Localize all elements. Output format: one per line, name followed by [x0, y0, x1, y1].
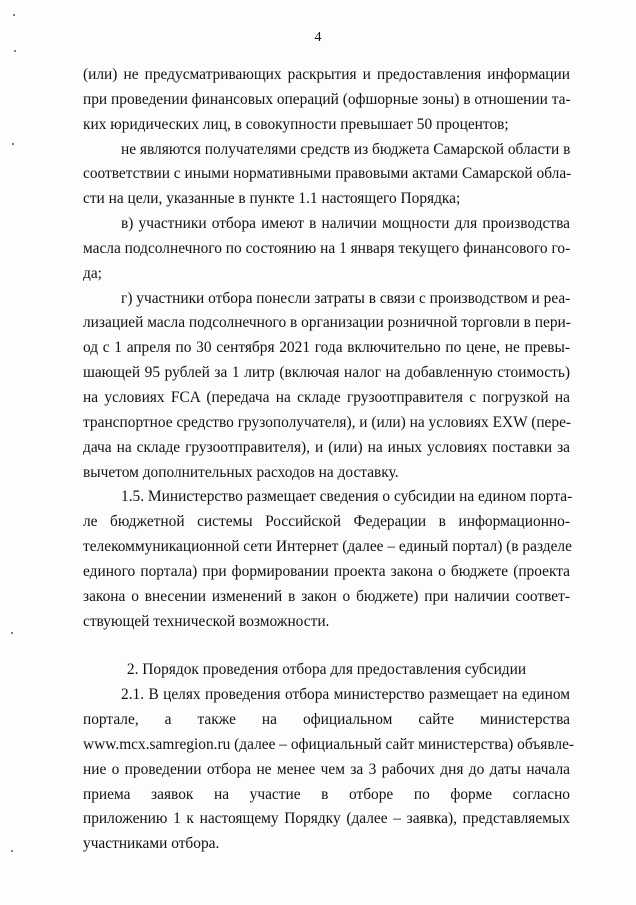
section-heading: 2. Порядок проведения отбора для предоставления субсидии	[126, 661, 527, 679]
text-line: да;	[83, 264, 102, 282]
page-number: 4	[314, 30, 322, 45]
text-line: дача на складе грузоотправителя), и (или) на иных условиях поставки за	[83, 438, 570, 456]
text-line: портале, а также на официальном сайте министерства	[83, 711, 570, 729]
scan-speck	[13, 14, 15, 16]
text-line: закона о внесении изменений в закон о бюджете) при наличии соответ-	[83, 587, 570, 605]
text-line: транспортное средство грузополучателя), и (или) на условиях EXW (пере-	[83, 413, 572, 431]
text-line: вычетом дополнительных расходов на доставку.	[83, 463, 399, 481]
text-line: сти на цели, указанные в пункте 1.1 настоящего Порядка;	[83, 190, 461, 208]
text-line: телекоммуникационной сети Интернет (далее – единый портал) (в разделе	[83, 538, 572, 556]
scan-speck	[14, 50, 16, 52]
text-line: г) участники отбора понесли затраты в связи с производством и реа-	[121, 289, 571, 307]
text-line: 2.1. В целях проведения отбора министерство размещает на едином	[121, 686, 570, 704]
text-line: при проведении финансовых операций (офшорные зоны) в отношении та-	[83, 90, 571, 108]
text-line: ствующей технической возможности.	[83, 612, 330, 630]
text-line: не являются получателями средств из бюджета Самарской области в	[121, 140, 571, 158]
text-line: 1.5. Министерство размещает сведения о субсидии на едином порта-	[121, 488, 573, 506]
scan-speck	[12, 143, 14, 145]
text-line: ние о проведении отбора не менее чем за 3 рабочих дня до даты начала	[83, 760, 570, 778]
text-line: соответствии с иными нормативными правовыми актами Самарской обла-	[83, 165, 572, 183]
text-line: ле бюджетной системы Российской Федерации в информационно-	[83, 513, 570, 531]
text-line: на условиях FCA (передача на складе грузоотправителя с погрузкой на	[83, 388, 570, 406]
text-line: масла подсолнечного по состоянию на 1 января текущего финансового го-	[83, 239, 571, 257]
text-line: единого портала) при формировании проекта закона о бюджете (проекта	[83, 562, 570, 580]
text-line: приема заявок на участие в отборе по форме согласно	[83, 785, 570, 803]
text-line: в) участники отбора имеют в наличии мощности для производства	[121, 215, 570, 233]
section-gap	[83, 634, 570, 658]
text-line: ких юридических лиц, в совокупности превышает 50 процентов;	[83, 115, 509, 133]
text-line: (или) не предусматривающих раскрытия и предоставления информации	[83, 66, 570, 83]
text-line: од с 1 апреля по 30 сентября 2021 года включительно по цене, не превы-	[83, 339, 570, 357]
scan-speck	[11, 850, 13, 852]
text-line: приложению 1 к настоящему Порядку (далее – заявка), представляемых	[83, 810, 570, 828]
text-line: шающей 95 рублей за 1 литр (включая налог на добавленную стоимость)	[83, 364, 570, 382]
document-body	[83, 63, 575, 857]
scan-speck	[11, 632, 13, 634]
text-line: www.mcx.samregion.ru (далее – официальный сайт министерства) объявле-	[83, 735, 575, 753]
text-line: лизацией масла подсолнечного в организации розничной торговли в пери-	[83, 314, 571, 332]
text-line: участниками отбора.	[83, 835, 220, 853]
